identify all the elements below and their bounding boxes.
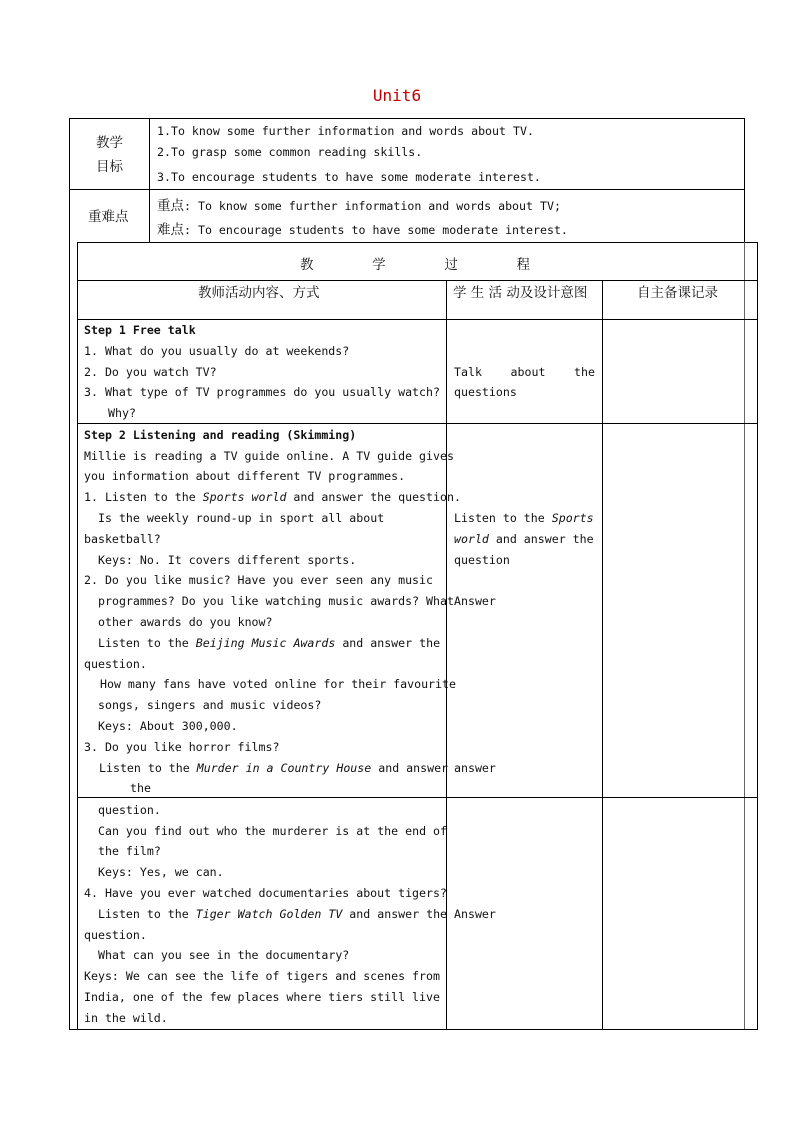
step2-task2-listen-post: and answer the	[335, 636, 441, 650]
step2-task2-question-1: How many fans have voted online for their favourite	[100, 677, 456, 691]
step1-student-word-1: Talk	[454, 365, 482, 379]
step2-task4-question-word: question.	[84, 928, 147, 942]
difficult-point-text: : To encourage students to have some moderate interest.	[184, 223, 568, 237]
step1-student-activity-cont: questions	[454, 385, 517, 399]
difficult-point-line	[157, 220, 568, 241]
step2-student-listen-title: Sports	[551, 511, 594, 525]
step2-task4-listen	[98, 904, 447, 925]
step2-student-answer-2: answer	[454, 761, 496, 775]
step2-task4-key-3: in the wild.	[84, 1011, 168, 1025]
step2-task4-listen-title: Tiger Watch Golden TV	[195, 907, 343, 921]
step2-student-answer-1: Answer	[454, 594, 496, 608]
key-point-text: : To know some further information and words about TV;	[184, 199, 561, 213]
objectives-label-2: 目标	[96, 159, 123, 175]
step1-question-3: 3. What type of TV programmes do you usually watch?	[84, 385, 440, 399]
step2-intro-1: Millie is reading a TV guide online. A TV guide gives	[84, 449, 454, 463]
step1-student-activity	[454, 362, 595, 383]
step2-student-listen-title-2: world	[454, 532, 489, 546]
cont-student-answer: Answer	[454, 907, 496, 921]
step2-task3-listen-post: and answer	[371, 761, 449, 775]
objectives-label-1: 教学	[96, 135, 123, 151]
process-header-char-4: 程	[516, 257, 530, 273]
process-header-char-2: 学	[372, 257, 386, 273]
difficult-point-label: 难点	[157, 222, 184, 238]
column-header-notes: 自主备课记录	[637, 285, 718, 301]
step2-task4-key-1: Keys: We can see the life of tigers and scenes from	[84, 969, 440, 983]
step2-task3-listen	[99, 758, 448, 779]
objective-item-1: 1.To know some further information and words about TV.	[157, 124, 534, 138]
key-point-line	[157, 196, 561, 217]
page-title: Unit6	[372, 86, 422, 105]
step2-task2-line-2: programmes? Do you like watching music awards? What	[98, 594, 454, 608]
process-header	[300, 253, 530, 273]
step2-student-question: question	[454, 553, 510, 567]
step2-task1-post: and answer the question.	[286, 490, 461, 504]
step2-task3-the: the	[130, 781, 151, 795]
cont-question-2: the film?	[98, 844, 161, 858]
column-header-student: 学 生 活 动及设计意图	[453, 285, 588, 301]
step2-task3-listen-pre: Listen to the	[99, 761, 197, 775]
step2-student-listen-post: and answer the	[488, 532, 594, 546]
step2-task2-question-2: songs, singers and music videos?	[98, 698, 322, 712]
process-header-char-3: 过	[444, 257, 458, 273]
step2-task3-line-1: 3. Do you like horror films?	[84, 740, 280, 754]
step2-intro-2: you information about different TV programmes.	[84, 469, 406, 483]
step1-student-word-2: about	[510, 365, 546, 379]
step2-task4-listen-post: and answer the	[342, 907, 448, 921]
step2-task1-pre: 1. Listen to the	[84, 490, 203, 504]
step2-task1-key: Keys: No. It covers different sports.	[98, 553, 357, 567]
step2-task1	[84, 487, 461, 508]
cont-key-1: Keys: Yes, we can.	[98, 865, 224, 879]
step2-student-listen-cont	[454, 529, 594, 550]
step2-task2-listen	[98, 633, 440, 654]
step2-task4-line-1: 4. Have you ever watched documentaries about tigers?	[84, 886, 447, 900]
step2-task2-key: Keys: About 300,000.	[98, 719, 238, 733]
step2-task2-listen-pre: Listen to the	[98, 636, 196, 650]
step2-task2-line-3: other awards do you know?	[98, 615, 273, 629]
step2-task2-question-word: question.	[84, 657, 147, 671]
step1-student-word-3: the	[574, 365, 595, 379]
objective-item-3: 3.To encourage students to have some moderate interest.	[157, 170, 541, 184]
cont-question-word: question.	[98, 803, 161, 817]
step2-task1-question-1: Is the weekly round-up in sport all about	[98, 511, 385, 525]
column-header-teacher: 教师活动内容、方式	[198, 285, 320, 301]
objective-item-2: 2.To grasp some common reading skills.	[157, 145, 423, 159]
step2-task4-key-2: India, one of the few places where tiers still live	[84, 990, 440, 1004]
step2-task1-question-2: basketball?	[84, 532, 161, 546]
step1-title: Step 1 Free talk	[84, 323, 196, 337]
step2-task1-title: Sports world	[202, 490, 287, 504]
step2-student-listen	[454, 508, 594, 529]
step2-task4-listen-pre: Listen to the	[98, 907, 196, 921]
step1-question-2: 2. Do you watch TV?	[84, 365, 217, 379]
step1-question-3-cont: Why?	[108, 406, 136, 420]
step2-task3-listen-title: Murder in a Country House	[196, 761, 372, 775]
key-points-label: 重难点	[88, 209, 129, 225]
step1-question-1: 1. What do you usually do at weekends?	[84, 344, 350, 358]
step2-title: Step 2 Listening and reading (Skimming)	[84, 428, 357, 442]
step2-task4-question: What can you see in the documentary?	[98, 948, 350, 962]
step2-task2-listen-title: Beijing Music Awards	[195, 636, 336, 650]
process-header-char-1: 教	[300, 257, 314, 273]
cont-question-1: Can you find out who the murderer is at the end of	[98, 824, 448, 838]
step2-student-listen-pre: Listen to the	[454, 511, 552, 525]
step2-task2-line-1: 2. Do you like music? Have you ever seen any music	[84, 573, 434, 587]
key-point-label: 重点	[157, 198, 184, 214]
